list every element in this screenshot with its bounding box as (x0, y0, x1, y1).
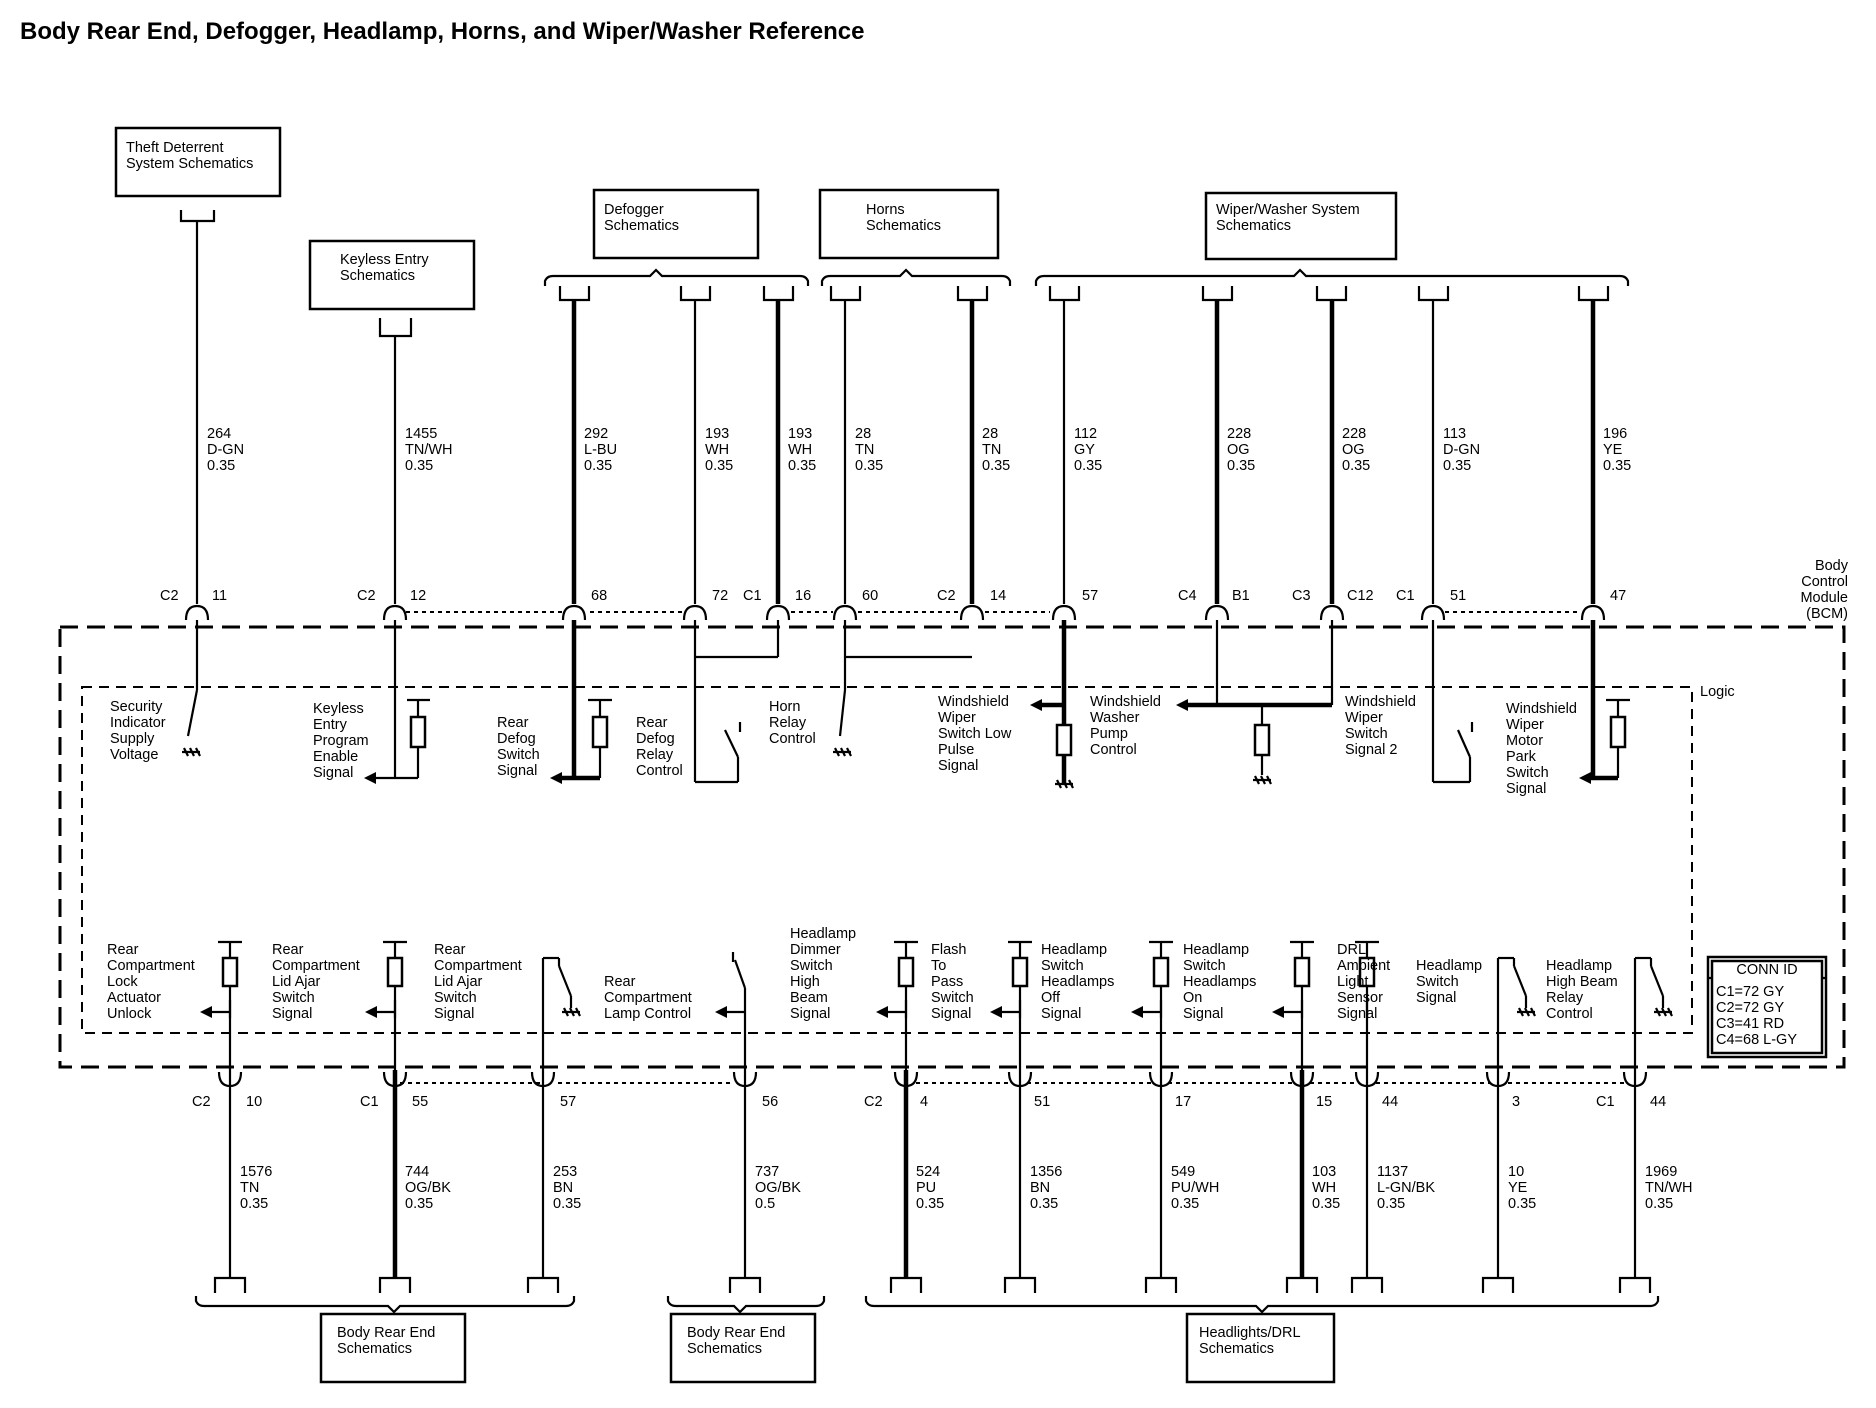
signal-label-line: Switch (1041, 958, 1084, 974)
signal-label-line: Switch (434, 990, 477, 1006)
wire-size: 0.35 (207, 458, 236, 474)
terminal-arc (1582, 606, 1604, 620)
wire-circuit-number: 103 (1312, 1164, 1337, 1180)
wire-color: L-BU (584, 442, 618, 458)
signal-label-line: Rear (107, 942, 139, 958)
svg-text:Keyless Entry: Keyless Entry (340, 252, 429, 268)
signal-label-line: Headlamp (1546, 958, 1613, 974)
svg-text:Schematics: Schematics (1216, 218, 1291, 234)
signal-label-line: Park (1506, 749, 1536, 765)
signal-label-line: Switch (931, 990, 974, 1006)
signal-label-line: Windshield (1506, 701, 1577, 717)
signal-label (604, 974, 692, 1022)
signal-label (931, 942, 974, 1022)
signal-label-line: Indicator (110, 715, 166, 731)
wire-circuit-number: 1137 (1377, 1164, 1409, 1180)
svg-text:14: 14 (990, 588, 1007, 604)
bottom-pin-labels (192, 1094, 1666, 1110)
svg-text:51: 51 (1450, 588, 1467, 604)
circuit-rear-defog-relay (695, 620, 778, 782)
signal-label-line: Wiper (1506, 717, 1544, 733)
wire-color: D-GN (1443, 442, 1481, 458)
wire-circuit-number: 1356 (1030, 1164, 1063, 1180)
wire-size: 0.35 (1603, 458, 1632, 474)
wire-color: TN (240, 1180, 260, 1196)
wire-circuit-number: 1576 (240, 1164, 273, 1180)
signal-label-line: Signal (1506, 781, 1547, 797)
svg-text:Horns: Horns (866, 202, 905, 218)
wire-size: 0.35 (1342, 458, 1371, 474)
terminal-arc (186, 606, 208, 620)
wire-color: OG/BK (755, 1180, 801, 1196)
svg-text:10: 10 (246, 1094, 263, 1110)
wire-color: WH (705, 442, 730, 458)
diagram-title: Body Rear End, Defogger, Headlamp, Horns, and Wiper/Washer Reference (20, 18, 865, 45)
signal-label-line: Headlamp (1416, 958, 1483, 974)
wire-circuit-number: 1455 (405, 426, 438, 442)
terminal-arc (834, 606, 856, 620)
signal-label-line: Relay (769, 715, 807, 731)
bottom-internal-circuit (876, 942, 918, 1070)
signal-label (938, 694, 1012, 774)
wire-circuit-number: 253 (553, 1164, 578, 1180)
signal-label-line: Switch (497, 747, 540, 763)
wire-color: TN (855, 442, 875, 458)
ref-box-body-rear-end-1[interactable] (321, 1314, 465, 1382)
wire-size: 0.35 (1645, 1196, 1674, 1212)
signal-label-line: Compartment (107, 958, 195, 974)
wire-size: 0.35 (240, 1196, 269, 1212)
ref-box-horns[interactable] (820, 190, 998, 258)
svg-text:Theft Deterrent: Theft Deterrent (126, 140, 224, 156)
svg-text:C2: C2 (160, 588, 179, 604)
signal-label-line: Supply (110, 731, 155, 747)
svg-text:51: 51 (1034, 1094, 1051, 1110)
signal-label-line: Signal (1041, 1006, 1082, 1022)
signal-label-line: Rear (434, 942, 466, 958)
svg-text:Wiper/Washer System: Wiper/Washer System (1216, 202, 1360, 218)
signal-label-line: Program (313, 733, 369, 749)
svg-text:Schematics: Schematics (340, 268, 415, 284)
signal-label-line: Signal (434, 1006, 475, 1022)
signal-label (636, 715, 683, 779)
signal-label-line: Windshield (938, 694, 1009, 710)
wire-color: TN/WH (1645, 1180, 1693, 1196)
ref-box-body-rear-end-2[interactable] (671, 1314, 815, 1382)
terminal-arc (1321, 606, 1343, 620)
signal-label (272, 942, 360, 1022)
conn-id-box (1708, 957, 1826, 1057)
wire-size: 0.35 (405, 1196, 434, 1212)
wire-circuit-number: 193 (788, 426, 813, 442)
wire-color: D-GN (207, 442, 245, 458)
signal-label-line: Headlamp (1183, 942, 1250, 958)
bottom-internal-circuit (365, 942, 407, 1070)
bcm-label-2: Control (1801, 574, 1848, 590)
svg-text:56: 56 (762, 1094, 779, 1110)
signal-label-line: Sensor (1337, 990, 1383, 1006)
ref-box-defogger[interactable] (594, 190, 758, 258)
svg-text:68: 68 (591, 588, 608, 604)
signal-label-line: Switch (790, 958, 833, 974)
signal-label-line: Pump (1090, 726, 1128, 742)
svg-text:C4: C4 (1178, 588, 1197, 604)
wire-circuit-number: 28 (982, 426, 999, 442)
wire-color: GY (1074, 442, 1095, 458)
signal-label-line: Rear (497, 715, 529, 731)
signal-label-line: Signal (497, 763, 538, 779)
signal-label (497, 715, 540, 779)
wire-size: 0.35 (405, 458, 434, 474)
signal-label-line: Switch (1345, 726, 1388, 742)
wire-circuit-number: 228 (1342, 426, 1367, 442)
signal-label-line: Rear (272, 942, 304, 958)
wire-circuit-number: 112 (1074, 426, 1098, 442)
wire-size: 0.35 (1074, 458, 1103, 474)
wire-size: 0.35 (1171, 1196, 1200, 1212)
bottom-internal-circuit (990, 942, 1032, 1070)
circuit-washer-pump (1176, 620, 1332, 784)
svg-text:Schematics: Schematics (687, 1341, 762, 1357)
terminal-arc (384, 606, 406, 620)
signal-label-line: Headlamp (1041, 942, 1108, 958)
signal-label-line: Dimmer (790, 942, 841, 958)
wire-size: 0.35 (1443, 458, 1472, 474)
wire-size: 0.35 (1030, 1196, 1059, 1212)
svg-text:57: 57 (1082, 588, 1099, 604)
signal-label-line: Flash (931, 942, 967, 958)
bottom-internal-circuit (543, 958, 580, 1070)
wire-color: TN (982, 442, 1002, 458)
signal-label-line: Control (1090, 742, 1137, 758)
signal-label (110, 699, 166, 763)
signal-label-line: Switch (1506, 765, 1549, 781)
svg-text:3: 3 (1512, 1094, 1521, 1110)
signal-label-line: Switch (1183, 958, 1226, 974)
wire-color: YE (1603, 442, 1623, 458)
svg-text:44: 44 (1382, 1094, 1399, 1110)
signal-label-line: Wiper (1345, 710, 1383, 726)
signal-label-line: Compartment (272, 958, 360, 974)
signal-label-line: Headlamps (1183, 974, 1257, 990)
signal-label-line: Lid Ajar (272, 974, 321, 990)
top-pin-labels (160, 588, 1626, 604)
signal-label-line: Signal (938, 758, 979, 774)
svg-text:Schematics: Schematics (337, 1341, 412, 1357)
wire-circuit-number: 10 (1508, 1164, 1525, 1180)
wire-size: 0.35 (916, 1196, 945, 1212)
signal-label-line: Rear (604, 974, 636, 990)
wire-color: PU (916, 1180, 937, 1196)
signal-label-line: Actuator (107, 990, 161, 1006)
terminal-arc (1053, 606, 1075, 620)
conn-id-row: C1=72 GY (1716, 984, 1785, 1000)
conn-id-row: C4=68 L-GY (1716, 1032, 1798, 1048)
signal-label-line: Off (1041, 990, 1061, 1006)
signal-label-line: Lock (107, 974, 138, 990)
svg-text:Headlights/DRL: Headlights/DRL (1199, 1325, 1301, 1341)
signal-label-line: Motor (1506, 733, 1544, 749)
signal-label-line: Defog (497, 731, 536, 747)
wire-circuit-number: 744 (405, 1164, 430, 1180)
signal-label-line: Rear (636, 715, 668, 731)
circuit-keyless-entry (364, 620, 430, 784)
bcm-label-4: (BCM) (1806, 606, 1848, 622)
ref-box-headlights-drl[interactable] (1187, 1314, 1334, 1382)
svg-text:C12: C12 (1347, 588, 1374, 604)
wire-size: 0.5 (755, 1196, 776, 1212)
bcm-label-3: Module (1800, 590, 1848, 606)
signal-label-line: Headlamps (1041, 974, 1115, 990)
signal-label (1337, 942, 1390, 1022)
signal-label-line: Pass (931, 974, 964, 990)
signal-label (1506, 701, 1577, 797)
signal-label-line: Signal (1183, 1006, 1224, 1022)
svg-text:60: 60 (862, 588, 879, 604)
signal-label (1090, 694, 1161, 758)
signal-label-line: Beam (790, 990, 828, 1006)
svg-text:C1: C1 (1596, 1094, 1615, 1110)
wire-size: 0.35 (982, 458, 1011, 474)
wire-size: 0.35 (1508, 1196, 1537, 1212)
signal-label-line: High Beam (1546, 974, 1618, 990)
signal-label-line: Headlamp (790, 926, 857, 942)
svg-text:C1: C1 (1396, 588, 1415, 604)
wire-circuit-number: 113 (1443, 426, 1467, 442)
svg-text:Schematics: Schematics (604, 218, 679, 234)
svg-text:Body Rear End: Body Rear End (337, 1325, 436, 1341)
bottom-internal-circuit (1635, 958, 1672, 1070)
svg-text:55: 55 (412, 1094, 429, 1110)
signal-label-line: Signal (1337, 1006, 1378, 1022)
wire-circuit-number: 737 (755, 1164, 780, 1180)
bottom-internal-circuit (1272, 942, 1314, 1070)
svg-text:C2: C2 (937, 588, 956, 604)
svg-text:15: 15 (1316, 1094, 1333, 1110)
signal-label-line: Enable (313, 749, 359, 765)
wire-circuit-number: 524 (916, 1164, 941, 1180)
bottom-internal-circuit (715, 952, 745, 1070)
signal-label-line: Relay (1546, 990, 1584, 1006)
signal-label-line: Windshield (1345, 694, 1416, 710)
circuit-wiper-switch-2 (1433, 620, 1472, 782)
circuit-wiper-low-pulse (1030, 620, 1073, 788)
signal-label-line: High (790, 974, 820, 990)
wire-circuit-number: 193 (705, 426, 730, 442)
signal-label-line: To (931, 958, 947, 974)
wire-circuit-number: 292 (584, 426, 609, 442)
signal-label (1416, 958, 1482, 1006)
wire-color: OG/BK (405, 1180, 451, 1196)
svg-text:Defogger: Defogger (604, 202, 664, 218)
wire-color: OG (1342, 442, 1365, 458)
signal-label (313, 701, 369, 781)
signal-label-line: Signal (313, 765, 354, 781)
signal-label-line: Pulse (938, 742, 975, 758)
wire-circuit-number: 196 (1603, 426, 1628, 442)
signal-label-line: Unlock (107, 1006, 152, 1022)
wire-size: 0.35 (1377, 1196, 1406, 1212)
signal-label-line: Signal (790, 1006, 831, 1022)
signal-label-line: Light (1337, 974, 1369, 990)
terminal-arc (1422, 606, 1444, 620)
wire-circuit-number: 264 (207, 426, 232, 442)
svg-text:C3: C3 (1292, 588, 1311, 604)
signal-label-line: Ambient (1337, 958, 1391, 974)
signal-label (107, 942, 195, 1022)
wire-color: YE (1508, 1180, 1528, 1196)
wire-color: WH (1312, 1180, 1337, 1196)
signal-label-line: DRL (1337, 942, 1367, 958)
wire-size: 0.35 (1312, 1196, 1341, 1212)
svg-text:47: 47 (1610, 588, 1627, 604)
signal-label (769, 699, 816, 747)
terminal-arc (767, 606, 789, 620)
wire-color: BN (553, 1180, 574, 1196)
svg-text:B1: B1 (1232, 588, 1250, 604)
terminal-arc (684, 606, 706, 620)
signal-label (1546, 958, 1618, 1022)
signal-label-line: Voltage (110, 747, 159, 763)
bottom-internal-circuit (1498, 958, 1535, 1070)
wire-circuit-number: 228 (1227, 426, 1252, 442)
signal-label-line: Wiper (938, 710, 976, 726)
terminal-arc (961, 606, 983, 620)
wire-color: L-GN/BK (1377, 1180, 1436, 1196)
svg-text:System Schematics: System Schematics (126, 156, 254, 172)
ref-box-theft-deterrent[interactable] (116, 128, 280, 196)
signal-label-line: Control (769, 731, 816, 747)
wire-size: 0.35 (788, 458, 817, 474)
signal-label-line: Switch (1416, 974, 1459, 990)
svg-text:C1: C1 (743, 588, 762, 604)
signal-label-line: Entry (313, 717, 347, 733)
wire-color: PU/WH (1171, 1180, 1220, 1196)
wire-size: 0.35 (705, 458, 734, 474)
svg-text:Schematics: Schematics (1199, 1341, 1274, 1357)
signal-label-line: Windshield (1090, 694, 1161, 710)
terminal-arc (1206, 606, 1228, 620)
wire-circuit-number: 1969 (1645, 1164, 1678, 1180)
signal-label (1345, 694, 1416, 758)
wire-size: 0.35 (1227, 458, 1256, 474)
svg-text:11: 11 (212, 588, 228, 604)
signal-label (1183, 942, 1256, 1022)
circuit-wiper-park-switch (1579, 620, 1630, 784)
svg-text:4: 4 (920, 1094, 929, 1110)
svg-text:Body Rear End: Body Rear End (687, 1325, 786, 1341)
svg-text:12: 12 (410, 588, 427, 604)
terminal-arc (563, 606, 585, 620)
signal-label-line: Compartment (604, 990, 692, 1006)
signal-label-line: Keyless (313, 701, 364, 717)
wire-color: OG (1227, 442, 1250, 458)
bcm-label-1: Body (1814, 558, 1848, 574)
signal-label-line: Security (110, 699, 163, 715)
wire-color: WH (788, 442, 813, 458)
svg-text:Schematics: Schematics (866, 218, 941, 234)
signal-label (790, 926, 856, 1022)
svg-text:C2: C2 (864, 1094, 883, 1110)
wire-size: 0.35 (855, 458, 884, 474)
signal-label-line: Control (1546, 1006, 1593, 1022)
signal-label-line: Signal (1416, 990, 1457, 1006)
signal-label-line: Compartment (434, 958, 522, 974)
ref-box-wiper-washer[interactable] (1206, 193, 1396, 259)
signal-label (1041, 942, 1114, 1022)
svg-text:44: 44 (1650, 1094, 1667, 1110)
conn-id-row: C2=72 GY (1716, 1000, 1785, 1016)
signal-label-line: Signal (272, 1006, 313, 1022)
signal-label-line: Horn (769, 699, 801, 715)
signal-label-line: Lamp Control (604, 1006, 692, 1022)
logic-label: Logic (1700, 684, 1735, 700)
conn-id-title: CONN ID (1736, 962, 1798, 978)
signal-label-line: Relay (636, 747, 674, 763)
svg-text:C2: C2 (357, 588, 376, 604)
svg-text:17: 17 (1175, 1094, 1192, 1110)
conn-id-row: C3=41 RD (1716, 1016, 1785, 1032)
bottom-internal-circuit (1131, 942, 1173, 1070)
signal-label-line: Switch (272, 990, 315, 1006)
wire-circuit-number: 549 (1171, 1164, 1196, 1180)
signal-label-line: On (1183, 990, 1203, 1006)
svg-text:72: 72 (712, 588, 729, 604)
circuit-rear-defog-switch (550, 620, 612, 784)
signal-label (434, 942, 522, 1022)
wire-size: 0.35 (584, 458, 613, 474)
wire-circuit-number: 28 (855, 426, 872, 442)
wire-color: TN/WH (405, 442, 453, 458)
signal-label-line: Lid Ajar (434, 974, 483, 990)
signal-label-line: Signal (931, 1006, 972, 1022)
bottom-internal-circuit (200, 942, 242, 1070)
wire-color: BN (1030, 1180, 1051, 1196)
svg-text:16: 16 (795, 588, 812, 604)
svg-text:C2: C2 (192, 1094, 211, 1110)
signal-label-line: Control (636, 763, 683, 779)
wire-size: 0.35 (553, 1196, 582, 1212)
svg-text:57: 57 (560, 1094, 577, 1110)
signal-label-line: Washer (1090, 710, 1140, 726)
ref-box-keyless-entry[interactable] (310, 241, 474, 309)
signal-label-line: Defog (636, 731, 675, 747)
svg-text:C1: C1 (360, 1094, 379, 1110)
signal-label-line: Signal 2 (1345, 742, 1398, 758)
signal-label-line: Switch Low (938, 726, 1012, 742)
